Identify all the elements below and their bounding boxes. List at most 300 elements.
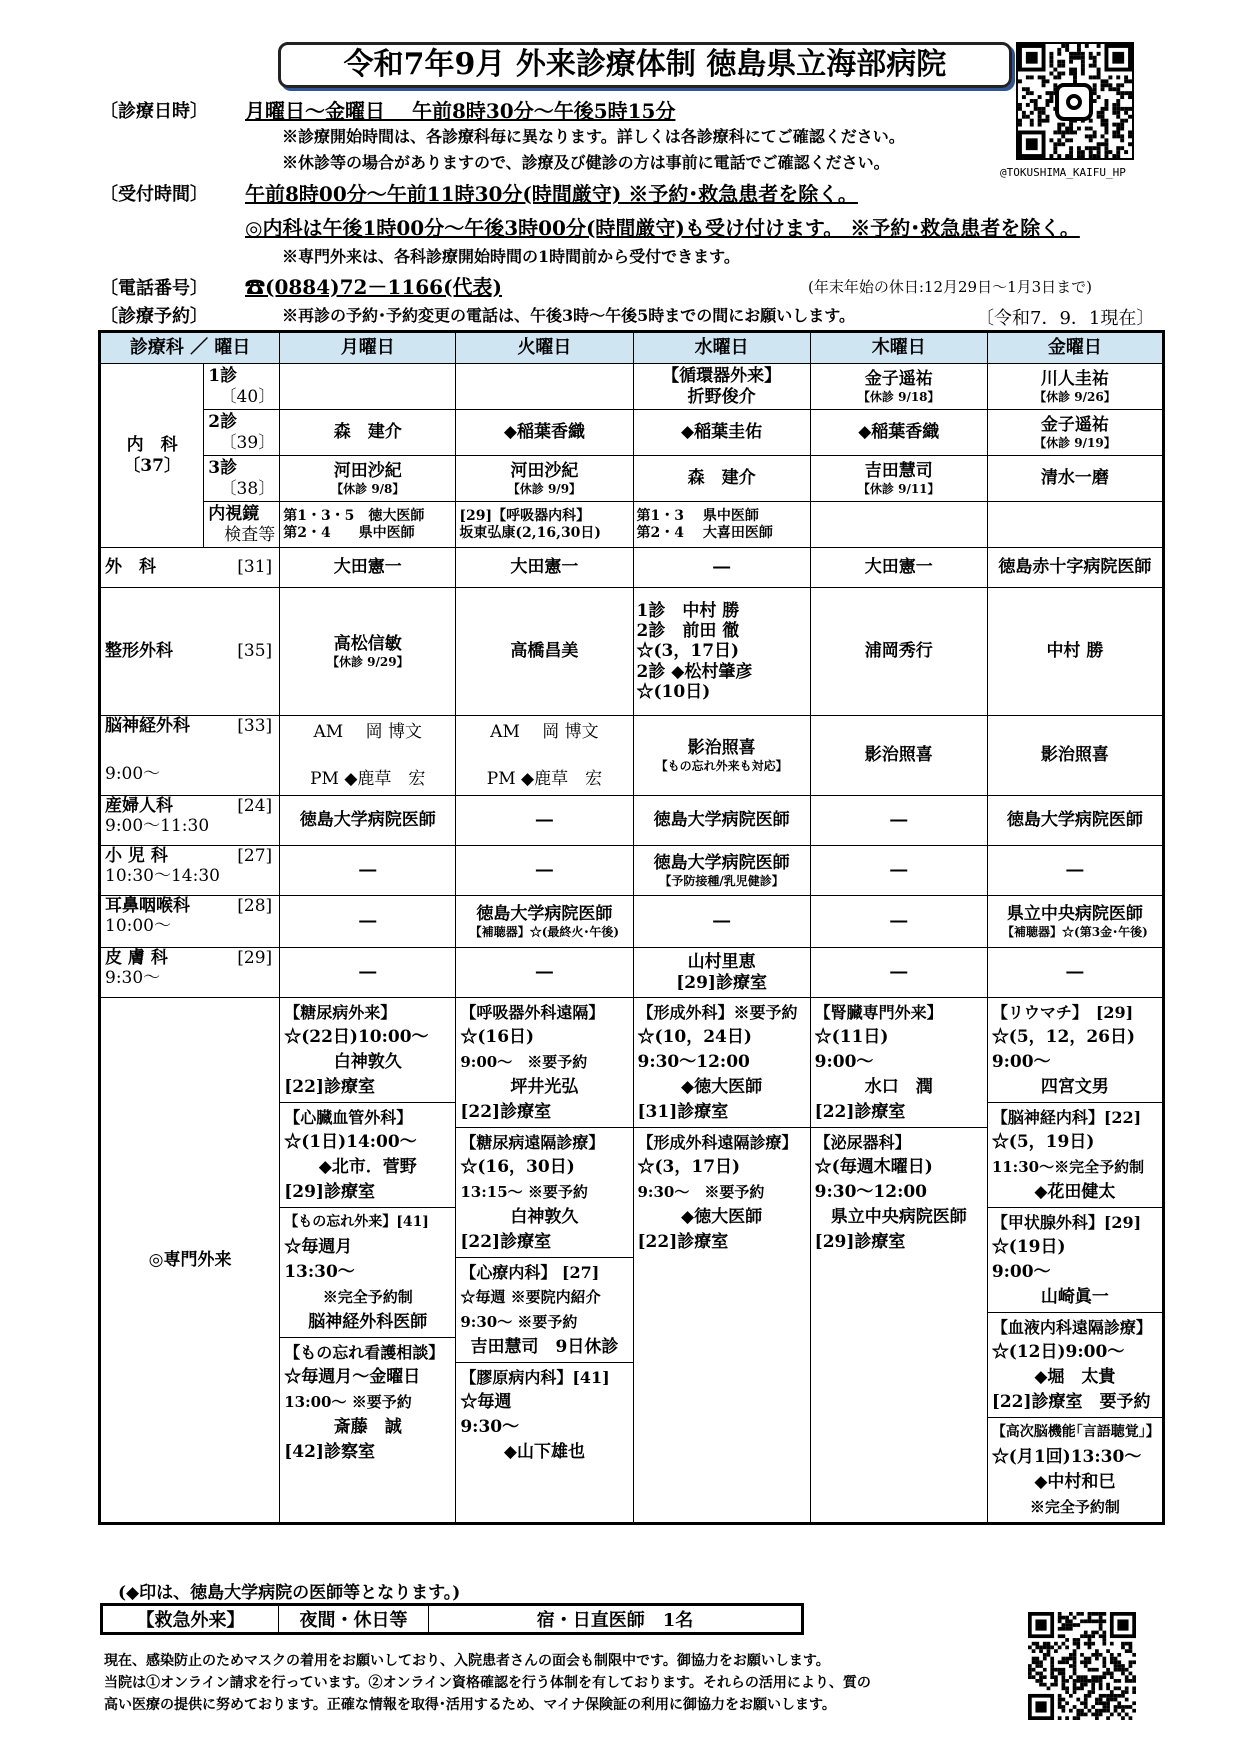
clinic-line: ☆毎週月～金曜日 — [284, 1367, 421, 1387]
clinic-line: ☆(10，24日) — [637, 1027, 752, 1047]
dept-room: [28] — [237, 896, 273, 916]
clinic-line: 県立中央病院医師 — [830, 1207, 967, 1227]
clinic-title: 【リウマチ】 [29] — [991, 1003, 1134, 1022]
dept-label — [100, 896, 280, 948]
clinic-line: 四宮文男 — [1040, 1077, 1109, 1097]
cell-line: ― — [535, 962, 553, 983]
dept-room: [31] — [237, 557, 273, 578]
special-wednesday — [633, 998, 810, 1524]
special-clinic-block — [280, 1103, 455, 1208]
clinic-line: ☆(16，30日) — [460, 1157, 575, 1177]
special-clinic-block — [280, 998, 455, 1103]
cell-line: 川人圭祐 — [1040, 369, 1109, 390]
dept-room: [24] — [237, 796, 273, 816]
special-clinic-block — [456, 1258, 632, 1363]
clinic-line: ◆中村和巳 — [1034, 1472, 1116, 1492]
cell-line: 大田憲一 — [864, 557, 933, 578]
instagram-icon — [1055, 83, 1093, 121]
clinic-line: [22]診療室 — [284, 1077, 375, 1097]
clinic-line: 白神敦久 — [333, 1052, 402, 1072]
cell-tuesday — [456, 796, 633, 846]
dept-row — [100, 846, 1164, 896]
clinic-title: 【糖尿病遠隔診療】 — [460, 1133, 605, 1152]
cell-wednesday — [633, 896, 810, 948]
cell-tuesday — [456, 716, 633, 796]
clinic-line: 坪井光弘 — [510, 1077, 579, 1097]
cell-wednesday — [633, 588, 810, 716]
clinic-line: 水口 潤 — [864, 1077, 933, 1097]
cell-line: 徳島大学病院医師 — [653, 853, 790, 874]
special-label: ◎専門外来 — [100, 998, 280, 1524]
cell-wednesday — [633, 502, 810, 548]
cell-line: ◆稲葉圭佑 — [681, 422, 763, 443]
clinic-line: 9:30～12:00 — [814, 1182, 928, 1202]
cell-tuesday — [456, 588, 633, 716]
clinic-line: 9:00～ — [991, 1262, 1051, 1282]
hours-note-2: ※休診等の場合がありますので、診療及び健診の方は事前に電話でご確認ください。 — [282, 153, 890, 172]
dept-row — [100, 716, 1164, 796]
as-of-date: 〔令和7．9．1現在〕 — [976, 308, 1155, 329]
dept-name: 脳神経外科 — [105, 716, 190, 736]
room-name: 3診 — [208, 458, 238, 479]
special-clinic-block — [988, 1103, 1162, 1208]
cell-line: 【予防接種/乳児健診】 — [659, 873, 784, 888]
cell-line: ― — [890, 911, 908, 932]
dept-row — [100, 588, 1164, 716]
dept-row — [100, 896, 1164, 948]
dept-label — [100, 796, 280, 846]
clinic-title: 【もの忘れ看護相談】 — [284, 1343, 445, 1362]
cell-line: ― — [713, 911, 731, 932]
special-clinic-block — [988, 998, 1162, 1103]
special-clinic-block — [280, 1338, 455, 1467]
cell-line: 第1・3 県中医師 — [636, 507, 759, 524]
cell-line: 森 建介 — [333, 422, 402, 443]
cell-line: ☆(3，17日) — [636, 641, 740, 662]
clinic-line: ☆毎週月 — [284, 1237, 353, 1257]
clinic-title: 【血液内科遠隔診療】 — [991, 1318, 1152, 1337]
phone-number[interactable]: ☎(0884)72－1166(代表) — [245, 275, 503, 299]
room-label — [204, 456, 280, 502]
clinic-title: 【糖尿病外来】 — [284, 1003, 397, 1022]
clinic-line: ☆(毎週木曜日) — [814, 1157, 933, 1177]
clinic-line: 白神敦久 — [510, 1207, 579, 1227]
cell-line: 【補聴器】☆(第3金･午後) — [1002, 924, 1148, 939]
special-clinic-block — [456, 998, 632, 1128]
cell-tuesday — [456, 364, 633, 410]
dept-hours: 10:30～14:30 — [105, 866, 220, 887]
clinic-line: [22]診療室 — [460, 1102, 552, 1122]
cell-line: 吉田慧司 — [864, 461, 933, 482]
clinic-line: 9:30～12:00 — [637, 1052, 750, 1072]
header-tuesday: 火曜日 — [456, 332, 633, 364]
cell-line: 2診 ◆松村肇彦 — [636, 661, 753, 682]
special-tuesday — [456, 998, 633, 1524]
cell-wednesday — [633, 948, 810, 998]
instagram-handle: @TOKUSHIMA_KAIFU_HP — [1000, 166, 1126, 179]
cell-wednesday — [633, 846, 810, 896]
cell-wednesday — [633, 796, 810, 846]
room-name: 内視鏡 — [208, 504, 260, 525]
cell-friday — [987, 846, 1163, 896]
clinic-line: [22]診療室 要予約 — [991, 1392, 1151, 1412]
clinic-line: ☆(5，19日) — [991, 1132, 1095, 1152]
naika-row — [100, 456, 1164, 502]
cell-line: 徳島大学病院医師 — [653, 810, 790, 831]
cell-monday — [280, 588, 456, 716]
cell-line: 大田憲一 — [333, 557, 402, 578]
clinic-line: 9:00～ ※要予約 — [460, 1053, 588, 1071]
cell-line: ☆(10日) — [636, 682, 711, 703]
room-label — [204, 364, 280, 410]
cell-tuesday — [456, 410, 633, 456]
clinic-line: 9:30～ ※要予約 — [460, 1313, 578, 1331]
cell-line: 大田憲一 — [510, 557, 579, 578]
clinic-line: ☆(5，12，26日) — [991, 1027, 1136, 1047]
cell-line: 第2・4 県中医師 — [283, 524, 415, 541]
cell-monday — [280, 948, 456, 998]
cell-thursday — [810, 364, 987, 410]
dept-naika — [100, 364, 204, 548]
naika-row — [100, 364, 1164, 410]
cell-line: ― — [535, 810, 553, 831]
special-clinic-block — [988, 1418, 1162, 1522]
clinic-title: 【もの忘れ外来】[41] — [284, 1214, 429, 1230]
clinic-line: [31]診療室 — [637, 1102, 729, 1122]
cell-monday — [280, 846, 456, 896]
clinic-line: 山崎眞一 — [1040, 1287, 1109, 1307]
special-clinic-block — [280, 1208, 455, 1338]
cell-thursday — [810, 548, 987, 588]
cell-friday — [987, 588, 1163, 716]
cell-friday — [987, 896, 1163, 948]
reception-value: 午前8時00分～午前11時30分(時間厳守) ※予約･救急患者を除く。 — [245, 182, 858, 206]
cell-line: ― — [535, 860, 553, 881]
header-dept-day: 診療科 ／ 曜日 — [100, 332, 280, 364]
cell-friday — [987, 364, 1163, 410]
cell-monday — [280, 716, 456, 796]
clinic-line: ☆(16日) — [460, 1027, 535, 1047]
dept-label — [100, 548, 280, 588]
cell-friday — [987, 548, 1163, 588]
emergency-staff: 宿・日直医師 1名 — [536, 1610, 694, 1631]
room-number: 〔38〕 — [219, 478, 276, 499]
cell-wednesday — [633, 410, 810, 456]
cell-wednesday — [633, 456, 810, 502]
cell-line: 【休診 9/29】 — [326, 654, 409, 669]
cell-line: 徳島赤十字病院医師 — [998, 557, 1152, 578]
cell-line: 【休診 9/26】 — [1034, 389, 1116, 404]
clinic-line: ◆花田健太 — [1034, 1182, 1116, 1202]
table-header-row — [100, 332, 1164, 364]
cell-thursday — [810, 410, 987, 456]
cell-monday — [280, 548, 456, 588]
clinic-line: ☆(11日) — [814, 1027, 889, 1047]
cell-line: 坂東弘康(2,16,30日) — [459, 524, 602, 541]
naika-row — [100, 410, 1164, 456]
special-monday — [280, 998, 456, 1524]
cell-line: [29]【呼吸器内科】 — [459, 507, 591, 524]
cell-line: ◆稲葉香織 — [503, 422, 585, 443]
room-number: 〔40〕 — [219, 386, 276, 407]
header-monday: 月曜日 — [280, 332, 456, 364]
cell-line: 県立中央病院医師 — [1006, 904, 1143, 925]
cell-line: 2診 前田 徹 — [636, 620, 740, 641]
cell-line: 【休診 9/8】 — [331, 481, 405, 496]
clinic-line: ◆徳大医師 — [681, 1207, 763, 1227]
hours-value: 月曜日～金曜日 午前8時30分～午後5時15分 — [245, 99, 676, 123]
cell-thursday — [810, 796, 987, 846]
reception-note: ※専門外来は、各科診療開始時間の1時間前から受付できます。 — [282, 247, 740, 266]
footer-line-3: 高い医療の提供に努めております。正確な情報を取得･活用するため、マイナ保険証の利用に御協力をお願いします。 — [104, 1697, 836, 1713]
cell-monday — [280, 456, 456, 502]
clinic-title: 【形成外科】※要予約 — [637, 1003, 798, 1022]
cell-line: ― — [713, 557, 731, 578]
cell-thursday — [810, 716, 987, 796]
cell-line: 【休診 9/9】 — [507, 481, 582, 496]
dept-room: [29] — [237, 948, 273, 968]
room-number: 〔39〕 — [219, 432, 276, 453]
clinic-title: 【心療内科】 [27] — [460, 1263, 600, 1282]
cell-line: [29]診療室 — [676, 972, 767, 993]
dept-row — [100, 548, 1164, 588]
cell-tuesday — [456, 502, 633, 548]
clinic-line: [29]診療室 — [284, 1182, 375, 1202]
cell-line: 河田沙紀 — [333, 461, 402, 482]
cell-line: 1診 中村 勝 — [636, 600, 740, 621]
clinic-line: ☆(19日) — [991, 1237, 1066, 1257]
dept-name: 小 児 科 — [105, 846, 168, 866]
cell-thursday — [810, 502, 987, 548]
room-name: 2診 — [208, 412, 238, 433]
dept-room: [33] — [237, 716, 273, 736]
dept-room: 〔37〕 — [123, 455, 181, 476]
clinic-line: ☆(12日)9:00～ — [991, 1342, 1125, 1362]
dept-hours: 9:00～11:30 — [105, 816, 210, 837]
clinic-line: ☆毎週 ※要院内紹介 — [460, 1288, 601, 1306]
dept-label — [100, 716, 280, 796]
reserve-note: ※再診の予約･予約変更の電話は、午後3時～午後5時までの間にお願いします。 — [282, 306, 855, 325]
dept-room: [35] — [237, 641, 273, 662]
clinic-line: 9:30～ ※要予約 — [637, 1183, 765, 1201]
dept-room: [27] — [237, 846, 273, 866]
cell-line: 森 建介 — [687, 468, 756, 489]
cell-wednesday — [633, 548, 810, 588]
cell-monday — [280, 502, 456, 548]
cell-line: 第2・4 大喜田医師 — [636, 524, 773, 541]
hours-note-1: ※診療開始時間は、各診療科毎に異なります。詳しくは各診療科にてご確認ください。 — [282, 127, 905, 146]
clinic-line: 吉田慧司 9日休診 — [470, 1337, 619, 1357]
clinic-line: 11:30～※完全予約制 — [991, 1158, 1145, 1176]
page-title: 令和7年9月 外来診療体制 徳島県立海部病院 — [278, 42, 1012, 88]
cell-line: ― — [359, 962, 377, 983]
cell-line: 金子遥祐 — [864, 369, 933, 390]
special-thursday — [810, 998, 987, 1524]
cell-line: 中村 勝 — [1046, 641, 1104, 662]
clinic-line: [22]診療室 — [637, 1232, 729, 1252]
clinic-line: ◆山下雄也 — [503, 1442, 585, 1462]
clinic-line: ☆(3，17日) — [637, 1157, 741, 1177]
cell-line: 第1・3・5 徳大医師 — [283, 507, 425, 524]
legend-note: (◆印は、徳島大学病院の医師等となります。) — [118, 1583, 461, 1603]
dept-label — [100, 588, 280, 716]
cell-line: 影治照喜 — [1040, 745, 1109, 766]
clinic-line: [42]診察室 — [284, 1442, 375, 1462]
cell-friday — [987, 410, 1163, 456]
room-number: 検査等 — [224, 524, 276, 545]
cell-tuesday — [456, 896, 633, 948]
special-clinic-block — [988, 1313, 1162, 1418]
special-row — [100, 998, 1164, 1524]
special-clinic-block — [456, 1128, 632, 1258]
special-clinic-block — [634, 1128, 810, 1257]
cell-thursday — [810, 846, 987, 896]
cell-line: PM ◆鹿草 宏 — [486, 768, 603, 789]
dept-hours: 10:00～ — [105, 916, 171, 937]
naika-row — [100, 502, 1164, 548]
cell-line: 河田沙紀 — [510, 461, 579, 482]
cell-wednesday — [633, 364, 810, 410]
dept-name: 整形外科 — [105, 641, 173, 662]
clinic-line: ☆(月1回)13:30～ — [991, 1447, 1142, 1467]
clinic-line: ◆徳大医師 — [681, 1077, 763, 1097]
cell-line: 金子遥祐 — [1040, 415, 1109, 436]
cell-line: 【休診 9/11】 — [857, 481, 940, 496]
cell-monday — [280, 896, 456, 948]
clinic-line: 脳神経外科医師 — [308, 1312, 428, 1332]
clinic-line: 斎藤 誠 — [333, 1417, 402, 1437]
dept-name: 内 科 — [126, 435, 178, 456]
clinic-line: ◆堀 太貴 — [1034, 1367, 1116, 1387]
clinic-title: 【高次脳機能｢言語聴覚｣】 — [991, 1424, 1160, 1440]
schedule-table — [98, 330, 1165, 1525]
clinic-line: ☆(1日)14:00～ — [284, 1132, 417, 1152]
cell-thursday — [810, 948, 987, 998]
cell-friday — [987, 948, 1163, 998]
holiday-note: (年末年始の休日:12月29日～1月3日まで) — [808, 278, 1093, 296]
clinic-line: [22]診療室 — [460, 1232, 552, 1252]
clinic-line: 9:00～ — [814, 1052, 874, 1072]
cell-thursday — [810, 588, 987, 716]
clinic-line: 13:00～ ※要予約 — [284, 1393, 412, 1411]
footer-line-2: 当院は①オンライン請求を行っています。②オンライン資格確認を行う体制を有しております。それらの活用により、質の — [104, 1675, 871, 1691]
special-clinic-block — [811, 1128, 987, 1257]
dept-row — [100, 796, 1164, 846]
clinic-title: 【脳神経内科】[22] — [991, 1108, 1142, 1127]
clinic-line: 13:30～ — [284, 1262, 355, 1282]
cell-line: ― — [1066, 962, 1084, 983]
cell-monday — [280, 796, 456, 846]
cell-line: 【もの忘れ外来も対応】 — [655, 758, 788, 773]
room-name: 1診 — [208, 366, 238, 387]
hours-label: 〔診療日時〕 — [100, 101, 208, 122]
cell-line: 徳島大学病院医師 — [1006, 810, 1143, 831]
clinic-title: 【腎臓専門外来】 — [814, 1003, 943, 1022]
cell-friday — [987, 716, 1163, 796]
dept-name: 耳鼻咽喉科 — [105, 896, 190, 916]
cell-line: 高松信敏 — [333, 634, 402, 655]
dept-hours: 9:30～ — [105, 968, 161, 989]
dept-row — [100, 948, 1164, 998]
cell-line: 徳島大学病院医師 — [299, 810, 436, 831]
cell-friday — [987, 796, 1163, 846]
cell-line: ― — [359, 860, 377, 881]
cell-line: ◆稲葉香織 — [858, 422, 940, 443]
special-clinic-block — [456, 1363, 632, 1467]
clinic-title: 【甲状腺外科】[29] — [991, 1213, 1142, 1232]
cell-monday — [280, 364, 456, 410]
cell-line: ― — [1066, 860, 1084, 881]
dept-name: 産婦人科 — [105, 796, 173, 816]
cell-line: 徳島大学病院医師 — [476, 904, 613, 925]
cell-line: AM 岡 博文 — [490, 722, 599, 743]
clinic-line: ◆北市．菅野 — [318, 1157, 417, 1177]
cell-thursday — [810, 896, 987, 948]
clinic-line: ※完全予約制 — [322, 1288, 413, 1306]
cell-tuesday — [456, 948, 633, 998]
cell-line: ― — [890, 860, 908, 881]
clinic-line: [22]診療室 — [814, 1102, 906, 1122]
emergency-box — [100, 1603, 804, 1635]
reception-value-2: ◎内科は午後1時00分～午後3時00分(時間厳守)も受け付けます。 ※予約･救急患者を除く。 — [245, 216, 1080, 240]
cell-monday — [280, 410, 456, 456]
cell-tuesday — [456, 548, 633, 588]
room-label — [204, 502, 280, 548]
cell-line: ― — [890, 810, 908, 831]
cell-line: AM 岡 博文 — [313, 722, 423, 743]
cell-line: 折野俊介 — [687, 386, 756, 407]
reserve-label: 〔診療予約〕 — [100, 306, 208, 327]
cell-line: 山村里恵 — [687, 952, 756, 973]
cell-wednesday — [633, 716, 810, 796]
cell-line: 影治照喜 — [864, 745, 933, 766]
footer-line-1: 現在、感染防止のためマスクの着用をお願いしており、入院患者さんの面会も制限中です。御協力をお願いします。 — [104, 1653, 830, 1669]
cell-line: 高橋昌美 — [510, 641, 579, 662]
cell-line: PM ◆鹿草 宏 — [310, 768, 426, 789]
website-qr-code[interactable] — [1028, 1612, 1136, 1720]
cell-line: 【循環器外来】 — [662, 366, 782, 387]
cell-friday — [987, 502, 1163, 548]
cell-line: 浦岡秀行 — [864, 641, 933, 662]
clinic-title: 【心臓血管外科】 — [284, 1108, 413, 1127]
emergency-label: 【救急外来】 — [103, 1606, 279, 1632]
emergency-time: 夜間・休日等 — [279, 1606, 429, 1632]
cell-thursday — [810, 456, 987, 502]
special-clinic-block — [634, 998, 810, 1128]
cell-line: ― — [890, 962, 908, 983]
clinic-title: 【膠原病内科】[41] — [460, 1368, 610, 1387]
dept-hours: 9:00～ — [105, 764, 161, 785]
cell-line: 清水一磨 — [1040, 468, 1109, 489]
cell-line: 【休診 9/18】 — [857, 389, 940, 404]
header-thursday: 木曜日 — [810, 332, 987, 364]
cell-line: ― — [359, 911, 377, 932]
cell-line: 【補聴器】☆(最終火･午後) — [469, 924, 620, 939]
dept-name: 外 科 — [105, 557, 156, 578]
cell-line: 【休診 9/19】 — [1034, 435, 1116, 450]
clinic-line: ※完全予約制 — [1029, 1498, 1120, 1516]
cell-tuesday — [456, 846, 633, 896]
dept-name: 皮 膚 科 — [105, 948, 168, 968]
clinic-title: 【形成外科遠隔診療】 — [637, 1133, 798, 1152]
special-friday — [987, 998, 1163, 1524]
phone-label: 〔電話番号〕 — [100, 278, 208, 299]
special-clinic-block — [811, 998, 987, 1128]
clinic-line: ☆毎週 — [460, 1392, 512, 1412]
clinic-line: 13:15～ ※要予約 — [460, 1183, 588, 1201]
header-friday: 金曜日 — [987, 332, 1163, 364]
clinic-line: ☆(22日)10:00～ — [284, 1027, 429, 1047]
